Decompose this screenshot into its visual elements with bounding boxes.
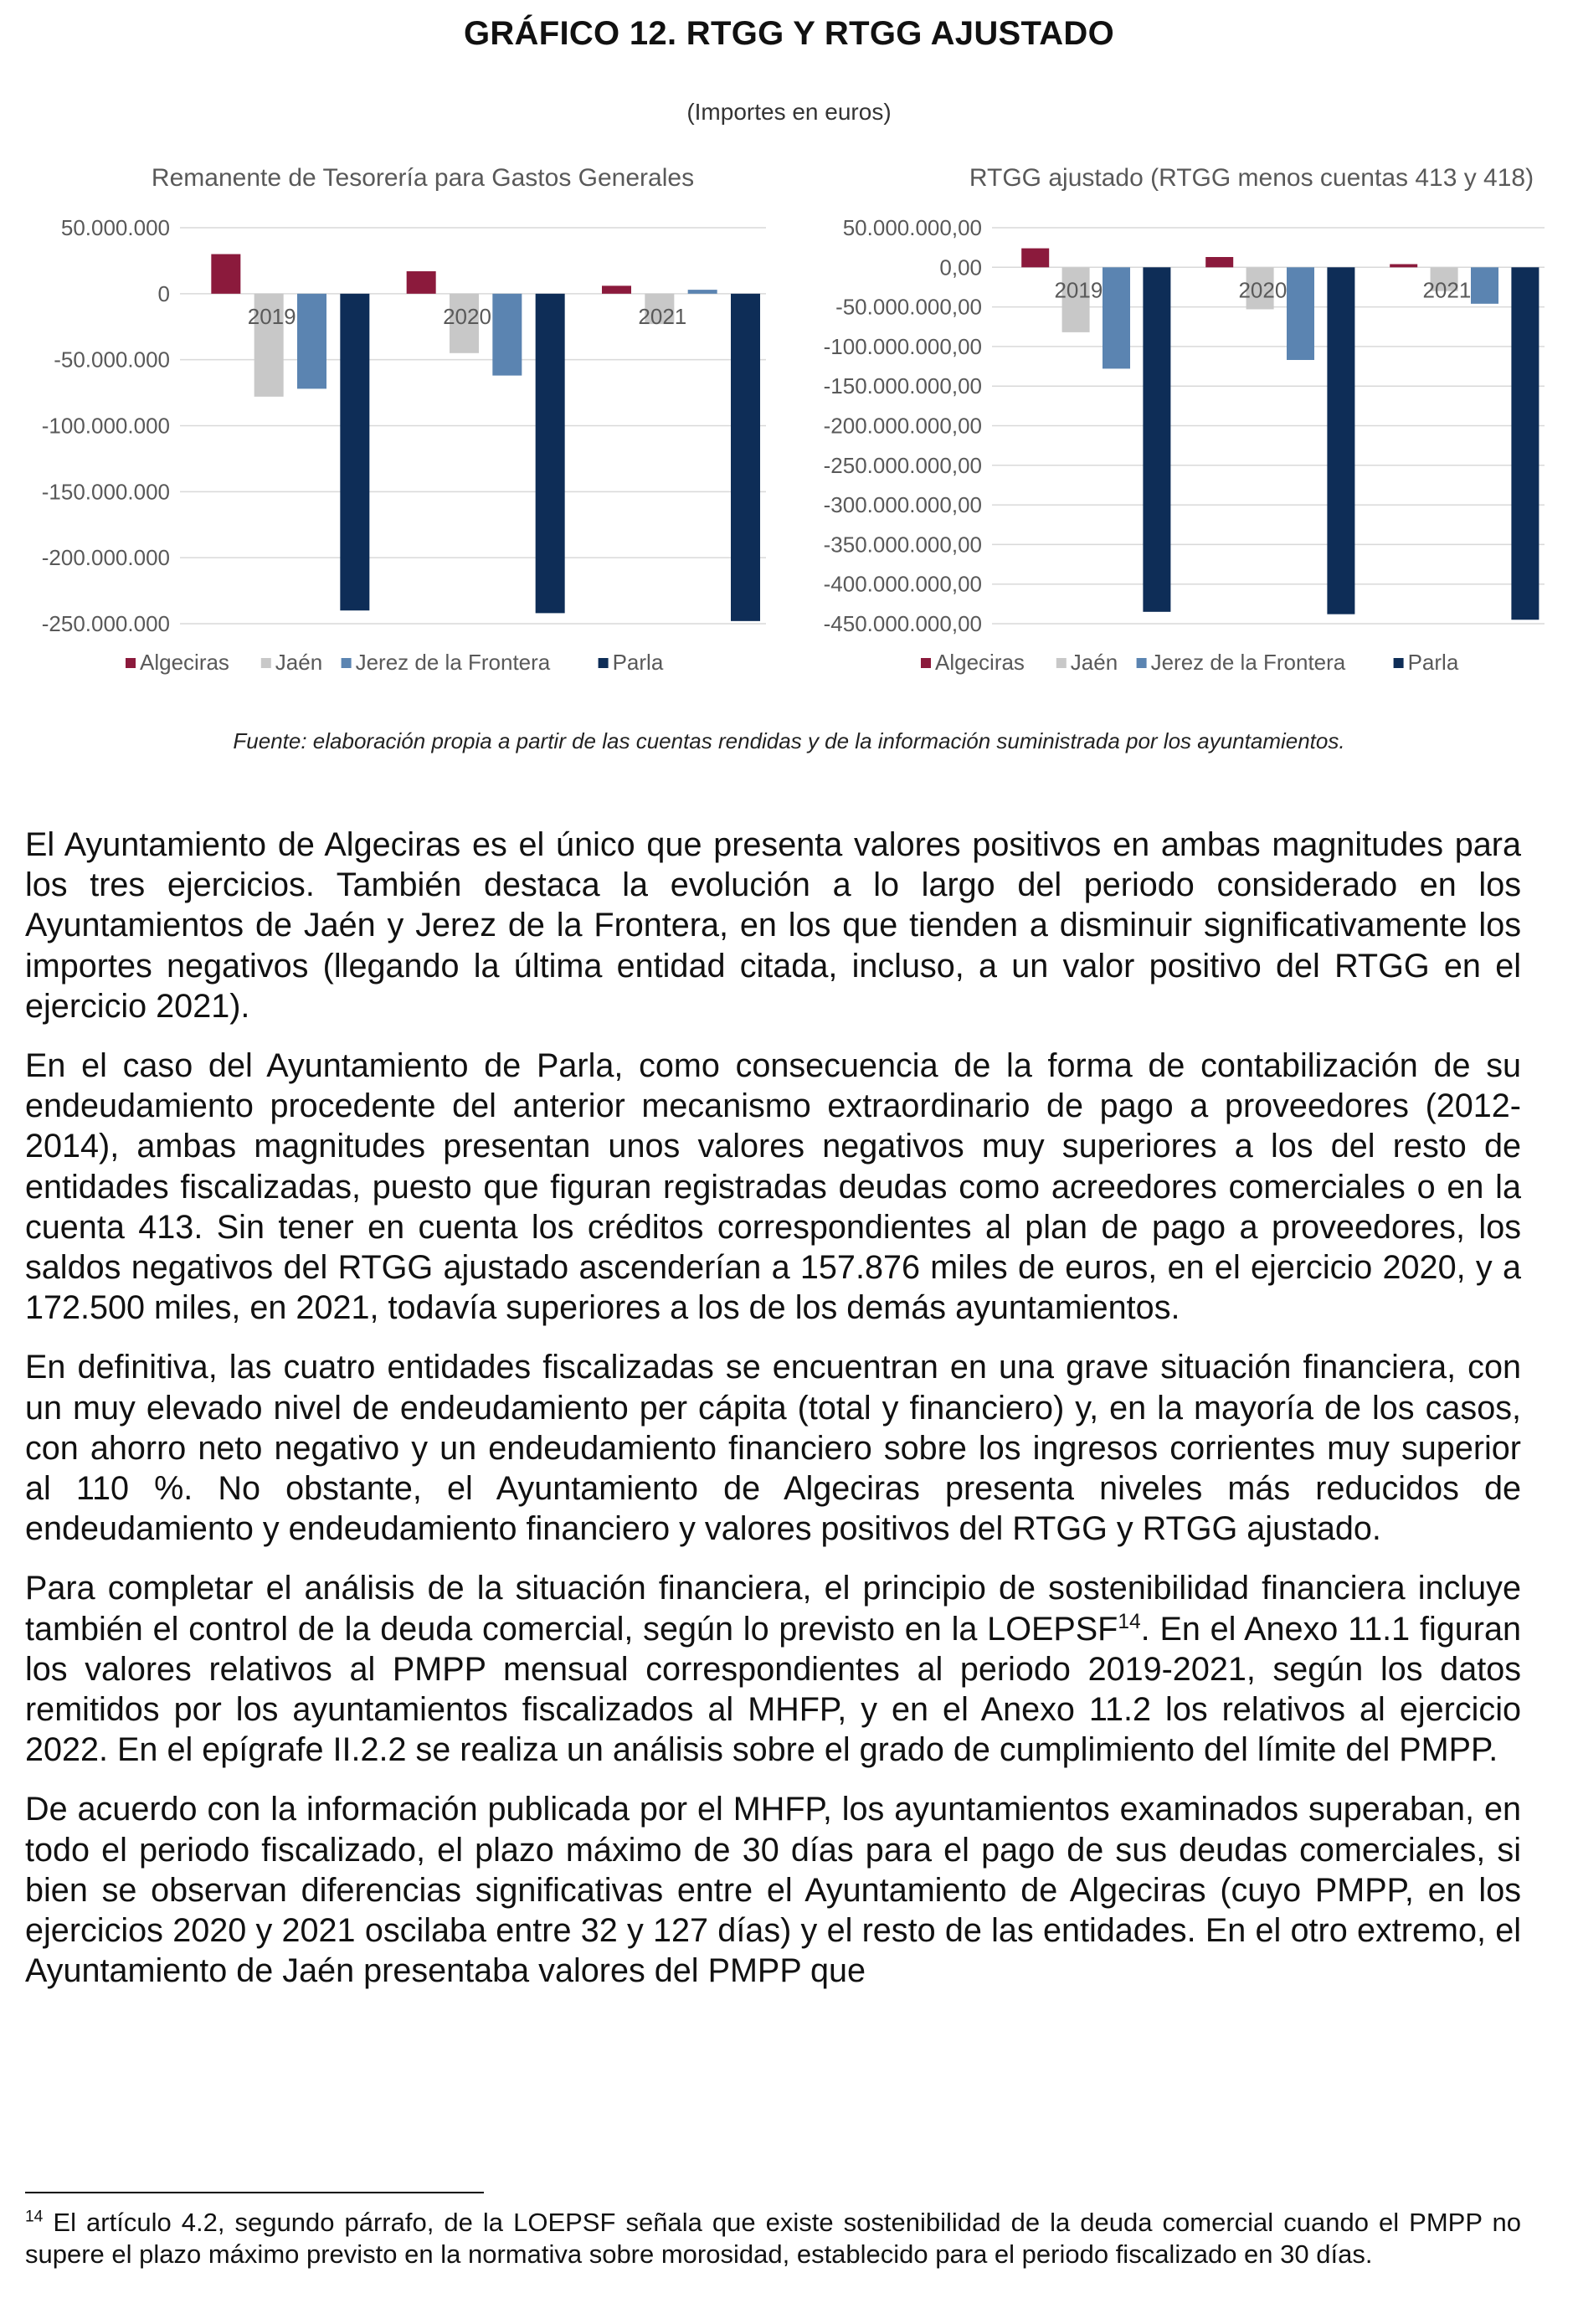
y-tick-label: -100.000.000	[41, 413, 170, 439]
bar-rtgg-jerez-de-la-frontera-2020	[492, 294, 522, 376]
x-category-label: 2020	[1238, 277, 1288, 303]
y-tick-label: -350.000.000,00	[823, 532, 982, 558]
legend-label: Jaén	[275, 650, 323, 675]
bar-rtgg-parla-2020	[536, 294, 565, 614]
y-tick-label: -50.000.000	[54, 347, 170, 373]
bar-rtgg-adj-jerez-de-la-frontera-2020	[1287, 267, 1314, 360]
figure-source-note: Fuente: elaboración propia a partir de las cuentas rendidas y de la información suministrada por los ayuntamientos.	[233, 728, 1345, 753]
legend-swatch	[1137, 658, 1147, 668]
y-tick-label: -150.000.000,00	[823, 373, 982, 399]
paragraph-3: En definitiva, las cuatro entidades fiscalizadas se encuentran en una grave situación financiera, con un muy elevado nivel de endeudamiento per cápita (total y financiero) y, en la mayoría de los casos, con ahorro neto negativo y un endeudamiento financiero sobre los ingresos corrientes muy superior al 110 %. No obstante, el Ayuntamiento de Algeciras presenta niveles más reducidos de endeudamiento y endeudamiento financiero y valores positivos del RTGG y RTGG ajustado.	[25, 1349, 1521, 1548]
y-tick-label: 50.000.000,00	[842, 215, 982, 240]
bar-rtgg-adj-jerez-de-la-frontera-2021	[1471, 267, 1498, 304]
figure-subtitle: (Importes en euros)	[686, 99, 892, 125]
chart-rtgg	[8, 151, 791, 695]
legend-label: Jerez de la Frontera	[1150, 650, 1346, 675]
bar-rtgg-algeciras-2019	[211, 255, 240, 294]
bar-rtgg-parla-2019	[340, 294, 369, 610]
paragraph-4-text-b: . En el Anexo 11.1 figuran los valores relativos al PMPP mensual correspondientes al periodo 2019-2021, según los datos remitidos por los ayuntamientos fiscalizados al MHFP, y en el Anexo 11.2 los relativos al ejercicio 2022. En el epígrafe II.2.2 se realiza un análisis sobre el grado de cumplimiento del límite del PMPP.	[25, 1610, 1521, 1769]
paragraph-5: De acuerdo con la información publicada por el MHFP, los ayuntamientos examinados superaban, en todo el periodo fiscalizado, el plazo máximo de 30 días para el pago de sus deudas comerciales, si bien se observan diferencias significativas entre el Ayuntamiento de Algeciras (cuyo PMPP, en los ejercicios 2020 y 2021 oscilaba entre 32 y 127 días) y el resto de las entidades. En el otro extremo, el Ayuntamiento de Jaén presentaba valores del PMPP que	[25, 1791, 1521, 1990]
legend-swatch	[599, 658, 609, 668]
y-tick-label: -50.000.000,00	[835, 294, 982, 320]
bar-rtgg-adj-algeciras-2019	[1021, 249, 1049, 268]
y-tick-label: -250.000.000	[41, 611, 170, 636]
legend-swatch	[1056, 658, 1067, 668]
y-tick-label: -250.000.000,00	[823, 452, 982, 478]
paragraph-1: El Ayuntamiento de Algeciras es el único que presenta valores positivos en ambas magnitudes para los tres ejercicios. También destaca la evolución a lo largo del periodo considerado en los Ayuntamientos de Jaén y Jerez de la Frontera, en los que tienden a disminuir significativamente los importes negativos (llegando la última entidad citada, incluso, a un valor positivo del RTGG en el ejercicio 2021).	[25, 826, 1521, 1025]
body-text	[25, 825, 1521, 2010]
paragraph-4	[25, 1568, 1521, 1770]
bar-rtgg-adj-parla-2021	[1511, 267, 1539, 620]
legend-label: Algeciras	[140, 650, 229, 675]
bar-rtgg-jerez-de-la-frontera-2019	[297, 294, 326, 389]
bar-rtgg-algeciras-2021	[602, 285, 631, 293]
x-category-label: 2021	[1422, 277, 1472, 303]
y-tick-label: 0	[157, 280, 170, 306]
footnote-number: 14	[25, 2208, 44, 2226]
legend-label: Parla	[612, 650, 664, 675]
footnote-text: El artículo 4.2, segundo párrafo, de la LOEPSF señala que existe sostenibilidad de la deuda comercial cuando el PMPP no supere el plazo máximo previsto en la normativa sobre morosidad, establecido para el periodo fiscalizado en 30 días.	[25, 2208, 1521, 2269]
y-tick-label: -150.000.000	[41, 479, 170, 505]
chart-rtgg-ajustado-svg	[787, 151, 1570, 695]
y-tick-label: -300.000.000,00	[823, 492, 982, 518]
legend-label: Parla	[1407, 650, 1459, 675]
y-tick-label: -200.000.000,00	[823, 413, 982, 439]
legend-label: Algeciras	[935, 650, 1025, 675]
y-tick-label: -200.000.000	[41, 545, 170, 571]
y-tick-label: -100.000.000,00	[823, 333, 982, 359]
y-tick-label: -450.000.000,00	[823, 611, 982, 636]
legend-swatch	[261, 658, 271, 668]
legend-swatch	[342, 658, 352, 668]
paragraph-4-text-a: Para completar el análisis de la situación financiera, el principio de sostenibilidad financiera incluye también el control de la deuda comercial, según lo previsto en la LOEPSF	[25, 1570, 1521, 1648]
legend-swatch	[1394, 658, 1404, 668]
bar-rtgg-algeciras-2020	[407, 271, 436, 294]
x-category-label: 2019	[1054, 277, 1103, 303]
figure-title: GRÁFICO 12. RTGG Y RTGG AJUSTADO	[463, 15, 1115, 52]
y-tick-label: -400.000.000,00	[823, 571, 982, 597]
footnote	[25, 2207, 1521, 2270]
bar-rtgg-adj-parla-2019	[1143, 267, 1170, 612]
x-category-label: 2019	[247, 303, 296, 329]
chart-rtgg-ajustado	[787, 151, 1570, 695]
footnote-divider	[25, 2192, 484, 2193]
legend-swatch	[921, 658, 931, 668]
chart-rtgg-svg	[8, 151, 791, 695]
y-tick-label: 0,00	[939, 255, 982, 280]
legend-label: Jerez de la Frontera	[355, 650, 551, 675]
bar-rtgg-adj-jerez-de-la-frontera-2019	[1103, 267, 1130, 368]
bar-rtgg-adj-algeciras-2021	[1390, 265, 1417, 268]
bar-rtgg-adj-algeciras-2020	[1205, 257, 1233, 267]
footnote-ref-14[interactable]: 14	[1118, 1610, 1141, 1633]
legend-swatch	[126, 658, 136, 668]
bar-rtgg-parla-2021	[731, 294, 760, 621]
bar-rtgg-adj-parla-2020	[1327, 267, 1354, 614]
chart-title: RTGG ajustado (RTGG menos cuentas 413 y 418)	[969, 164, 1534, 192]
chart-title: Remanente de Tesorería para Gastos Generales	[151, 164, 695, 192]
bar-rtgg-jerez-de-la-frontera-2021	[688, 290, 717, 294]
x-category-label: 2021	[638, 303, 687, 329]
y-tick-label: 50.000.000	[60, 215, 170, 240]
paragraph-2: En el caso del Ayuntamiento de Parla, como consecuencia de la forma de contabilización de su endeudamiento procedente del anterior mecanismo extraordinario de pago a proveedores (2012-2014), ambas magnitudes presentan unos valores negativos muy superiores a los del resto de entidades fiscalizadas, puesto que figuran registradas deudas como acreedores comerciales o en la cuenta 413. Sin tener en cuenta los créditos correspondientes al plan de pago a proveedores, los saldos negativos del RTGG ajustado ascenderían a 157.876 miles de euros, en el ejercicio 2020, y a 172.500 miles, en 2021, todavía superiores a los de los demás ayuntamientos.	[25, 1047, 1521, 1327]
legend-label: Jaén	[1070, 650, 1118, 675]
x-category-label: 2020	[443, 303, 491, 329]
